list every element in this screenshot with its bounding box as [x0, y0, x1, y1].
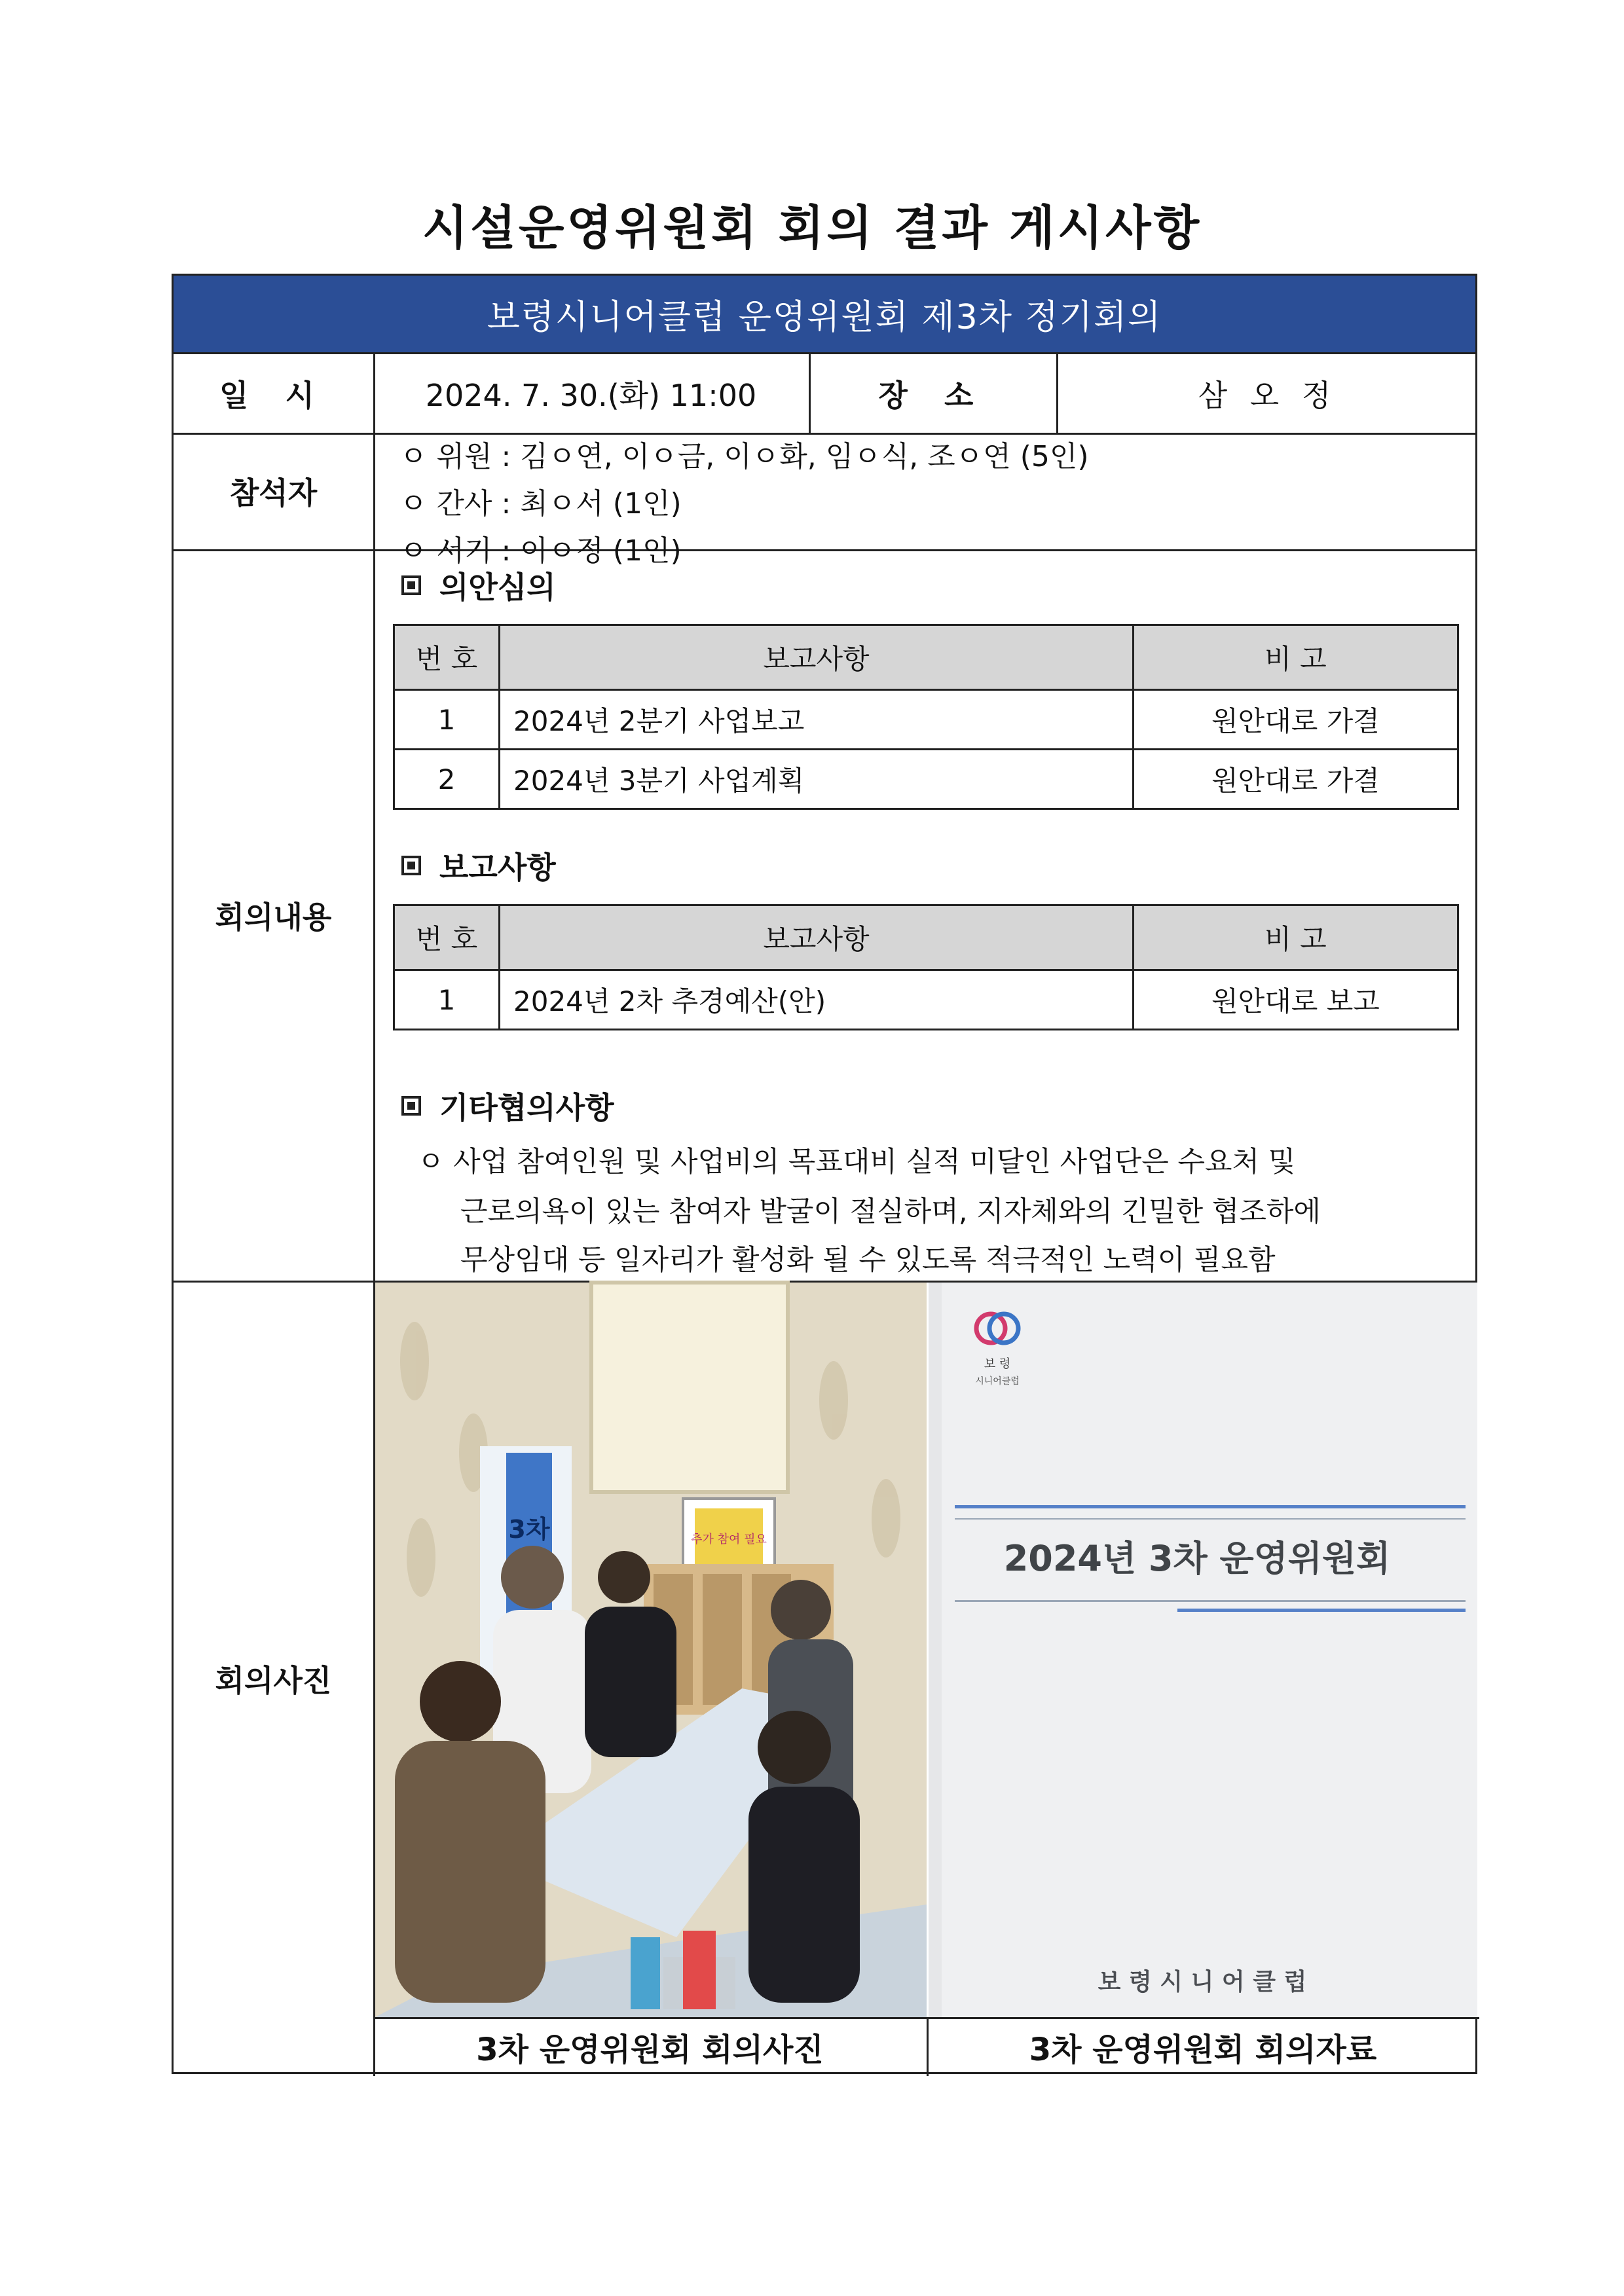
- place-label: 장 소: [878, 378, 987, 413]
- square-bullet-icon: [401, 856, 421, 875]
- attendee-line: ㅇ 서기 : 이ㅇ정 (1인): [399, 534, 682, 568]
- meeting-scene-illustration: [375, 1283, 927, 2017]
- report-table: [393, 904, 1459, 1030]
- section-other-title: 기타협의사항: [401, 1084, 614, 1127]
- svg-text:2024년 3차 운영위원회: 2024년 3차 운영위원회: [1003, 1538, 1391, 1579]
- table-row: [394, 750, 1458, 809]
- svg-text:추가 참여 필요: 추가 참여 필요: [691, 1533, 767, 1546]
- other-line: 무상임대 등 일자리가 활성화 될 수 있도록 적극적인 노력이 필요함: [460, 1244, 1276, 1277]
- svg-text:시니어클럽: 시니어클럽: [975, 1376, 1020, 1387]
- place-value: 삼 오 정: [1198, 378, 1338, 413]
- section-report-title: 보고사항: [401, 844, 556, 887]
- col-header-item: 보고사항: [500, 625, 1134, 690]
- col-header-note: 비 고: [1134, 625, 1458, 690]
- row-note: 원안대로 가결: [1134, 690, 1458, 750]
- row-item: 2024년 2차 추경예산(안): [500, 970, 1134, 1030]
- other-line: 근로의욕이 있는 참여자 발굴이 절실하며, 지자체와의 긴밀한 협조하에: [460, 1195, 1321, 1228]
- meeting-photo: [375, 1283, 927, 2017]
- row-note: 원안대로 가결: [1134, 750, 1458, 809]
- agenda-table: [393, 624, 1459, 810]
- row-item: 2024년 2분기 사업보고: [500, 690, 1134, 750]
- col-header-no: 번 호: [394, 905, 500, 970]
- attendees-label: 참석자: [229, 475, 318, 511]
- square-bullet-icon: [401, 1096, 421, 1116]
- attendee-line: ㅇ 간사 : 최ㅇ서 (1인): [399, 487, 682, 520]
- minutes-table: [172, 274, 1477, 2074]
- content-label: 회의내용: [215, 899, 332, 935]
- svg-text:보 령: 보 령: [984, 1357, 1011, 1371]
- square-bullet-icon: [401, 575, 421, 595]
- section-agenda-title: 의안심의: [401, 564, 556, 607]
- meeting-document-illustration: [929, 1283, 1477, 2017]
- page-title: 시설운영위원회 회의 결과 게시사항: [422, 200, 1202, 255]
- row-no: 1: [394, 690, 500, 750]
- attendee-line: ㅇ 위원 : 김ㅇ연, 이ㅇ금, 이ㅇ화, 임ㅇ식, 조ㅇ연 (5인): [399, 440, 1089, 473]
- row-no: 1: [394, 970, 500, 1030]
- document-photo: [929, 1283, 1477, 2017]
- other-line: ㅇ 사업 참여인원 및 사업비의 목표대비 실적 미달인 사업단은 수요처 및: [417, 1146, 1296, 1178]
- svg-text:보 령 시 니 어 클 럽: 보 령 시 니 어 클 럽: [1098, 1969, 1307, 1995]
- col-header-no: 번 호: [394, 625, 500, 690]
- meeting-title-banner: 보령시니어클럽 운영위원회 제3차 정기회의: [174, 276, 1475, 354]
- table-row: [394, 690, 1458, 750]
- date-label: 일 시: [219, 378, 327, 413]
- row-item: 2024년 3분기 사업계획: [500, 750, 1134, 809]
- date-value: 2024. 7. 30.(화) 11:00: [425, 378, 757, 413]
- col-header-note: 비 고: [1134, 905, 1458, 970]
- row-note: 원안대로 보고: [1134, 970, 1458, 1030]
- left-photo-caption: 3차 운영위원회 회의사진: [476, 2031, 824, 2068]
- svg-text:3차: 3차: [508, 1515, 550, 1544]
- row-no: 2: [394, 750, 500, 809]
- table-row: [394, 970, 1458, 1030]
- photos-label: 회의사진: [215, 1662, 332, 1698]
- right-photo-caption: 3차 운영위원회 회의자료: [1029, 2031, 1377, 2068]
- col-header-item: 보고사항: [500, 905, 1134, 970]
